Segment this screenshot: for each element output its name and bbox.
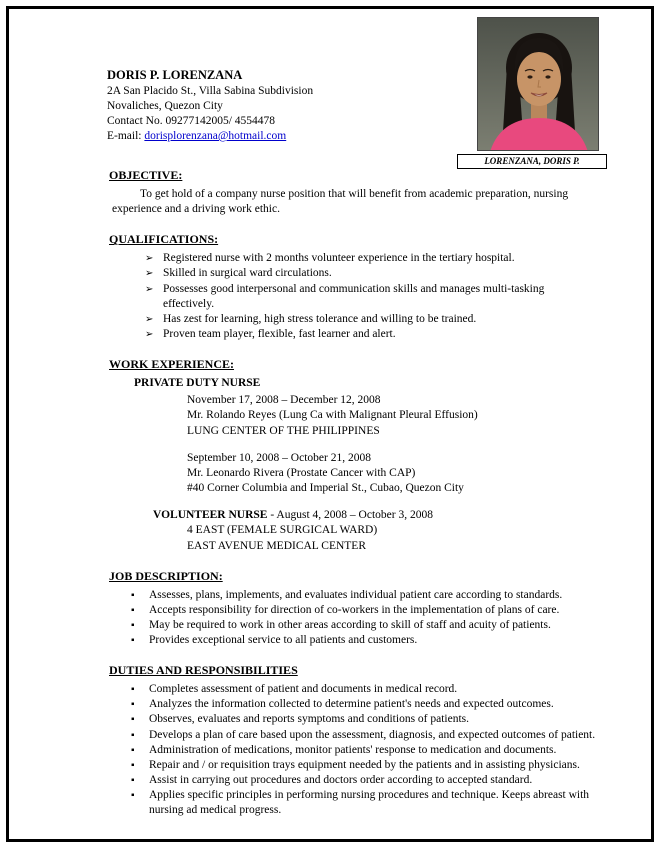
duty-text: Analyzes the information collected to determine patient's needs and expected outcomes. bbox=[149, 698, 554, 711]
portrait-photo-graphic bbox=[478, 18, 599, 151]
job-detail: Mr. Rolando Reyes (Lung Ca with Malignant Pleural Effusion) bbox=[187, 409, 478, 422]
arrow-bullet-icon: ➢ bbox=[145, 313, 154, 325]
list-item bbox=[131, 588, 603, 603]
job-period: September 10, 2008 – October 21, 2008 bbox=[187, 451, 371, 464]
arrow-bullet-icon: ➢ bbox=[145, 253, 154, 265]
square-bullet-icon: ▪ bbox=[131, 589, 135, 601]
volunteer-place: EAST AVENUE MEDICAL CENTER bbox=[187, 539, 366, 552]
duty-text: Observes, evaluates and reports symptoms and conditions of patients. bbox=[149, 713, 470, 726]
job-description-text: Provides exceptional service to all patients and customers. bbox=[149, 634, 418, 647]
objective-text: To get hold of a company nurse position that will benefit from academic preparation, nursing experience and a driving work ethic. bbox=[112, 188, 569, 216]
address-line-1: 2A San Placido St., Villa Sabina Subdivision bbox=[107, 84, 314, 97]
volunteer-title: VOLUNTEER NURSE bbox=[153, 509, 268, 522]
square-bullet-icon: ▪ bbox=[131, 684, 135, 696]
list-item bbox=[131, 618, 603, 633]
job-title-volunteer-nurse bbox=[153, 508, 609, 523]
page-border-frame bbox=[6, 6, 654, 842]
job-entry bbox=[187, 393, 609, 439]
duty-text: Applies specific principles in performing nursing procedures and technique. Keeps abreast with nursing ad medical progress. bbox=[149, 789, 590, 817]
square-bullet-icon: ▪ bbox=[131, 775, 135, 787]
qualification-text: Skilled in surgical ward circulations. bbox=[163, 267, 332, 280]
duties-list bbox=[131, 682, 609, 819]
work-experience-title: WORK EXPERIENCE: bbox=[109, 357, 235, 372]
square-bullet-icon: ▪ bbox=[131, 699, 135, 711]
qualifications-title: QUALIFICATIONS: bbox=[109, 232, 219, 247]
qualifications-list bbox=[145, 251, 609, 342]
photo-caption: LORENZANA, DORIS P. bbox=[457, 154, 607, 169]
arrow-bullet-icon: ➢ bbox=[145, 283, 154, 295]
portrait-photo bbox=[477, 17, 599, 151]
list-item bbox=[131, 697, 603, 712]
square-bullet-icon: ▪ bbox=[131, 619, 135, 631]
qualification-text: Registered nurse with 2 months volunteer experience in the tertiary hospital. bbox=[163, 252, 515, 265]
list-item bbox=[131, 712, 603, 727]
duty-text: Repair and / or requisition trays equipment needed by the patients and in assisting physicians. bbox=[149, 758, 580, 771]
job-place: #40 Corner Columbia and Imperial St., Cubao, Quezon City bbox=[187, 482, 464, 495]
duty-text: Assist in carrying out procedures and doctors order according to accepted standard. bbox=[149, 774, 533, 787]
list-item bbox=[131, 603, 603, 618]
job-description-title: JOB DESCRIPTION: bbox=[109, 568, 223, 583]
job-description-text: Accepts responsibility for direction of co-workers in the implementation of plans of care. bbox=[149, 603, 560, 616]
contact-number: Contact No. 09277142005/ 4554478 bbox=[107, 114, 276, 127]
square-bullet-icon: ▪ bbox=[131, 635, 135, 647]
duties-section bbox=[99, 663, 609, 818]
square-bullet-icon: ▪ bbox=[131, 759, 135, 771]
list-item bbox=[145, 251, 579, 266]
job-place: LUNG CENTER OF THE PHILIPPINES bbox=[187, 424, 380, 437]
email-link[interactable]: dorisplorenzana@hotmail.com bbox=[144, 130, 287, 143]
job-description-text: May be required to work in other areas according to skill of staff and acuity of patients. bbox=[149, 618, 551, 631]
list-item bbox=[131, 633, 603, 648]
address-line-2: Novaliches, Quezon City bbox=[107, 99, 223, 112]
list-item bbox=[145, 327, 579, 342]
job-period: November 17, 2008 – December 12, 2008 bbox=[187, 394, 381, 407]
objective-section bbox=[99, 168, 609, 217]
duty-text: Develops a plan of care based upon the assessment, diagnosis, and expected outcomes of patient. bbox=[149, 728, 596, 741]
duty-text: Completes assessment of patient and documents in medical record. bbox=[149, 683, 458, 696]
job-description-list bbox=[131, 588, 609, 649]
duties-title: DUTIES AND RESPONSIBILITIES bbox=[109, 663, 298, 678]
square-bullet-icon: ▪ bbox=[131, 790, 135, 802]
email-label: E-mail: bbox=[107, 130, 145, 143]
job-description-text: Assesses, plans, implements, and evaluates individual patient care according to standards. bbox=[149, 588, 563, 601]
qualification-text: Proven team player, flexible, fast learner and alert. bbox=[163, 328, 396, 341]
list-item bbox=[145, 312, 579, 327]
job-detail: Mr. Leonardo Rivera (Prostate Cancer with CAP) bbox=[187, 466, 416, 479]
list-item bbox=[131, 728, 603, 743]
objective-title: OBJECTIVE: bbox=[109, 168, 183, 183]
list-item bbox=[131, 758, 603, 773]
qualifications-section bbox=[99, 232, 609, 342]
list-item bbox=[145, 266, 579, 281]
square-bullet-icon: ▪ bbox=[131, 604, 135, 616]
volunteer-ward: 4 EAST (FEMALE SURGICAL WARD) bbox=[187, 524, 378, 537]
photo-block bbox=[477, 17, 599, 169]
list-item bbox=[131, 788, 603, 818]
volunteer-dates: - August 4, 2008 – October 3, 2008 bbox=[267, 509, 433, 522]
list-item bbox=[131, 743, 603, 758]
job-description-section bbox=[99, 569, 609, 649]
arrow-bullet-icon: ➢ bbox=[145, 268, 154, 280]
work-experience-section bbox=[99, 357, 609, 554]
square-bullet-icon: ▪ bbox=[131, 744, 135, 756]
duty-text: Administration of medications, monitor patients' response to medication and documents. bbox=[149, 743, 557, 756]
arrow-bullet-icon: ➢ bbox=[145, 329, 154, 341]
person-name: DORIS P. LORENZANA bbox=[107, 68, 243, 82]
list-item bbox=[131, 682, 603, 697]
job-title-private-duty-nurse: PRIVATE DUTY NURSE bbox=[134, 377, 261, 390]
job-entry bbox=[187, 451, 609, 497]
list-item bbox=[131, 773, 603, 788]
square-bullet-icon: ▪ bbox=[131, 729, 135, 741]
qualification-text: Has zest for learning, high stress tolerance and willing to be trained. bbox=[163, 312, 477, 325]
list-item bbox=[145, 282, 579, 312]
qualification-text: Possesses good interpersonal and communication skills and manages multi-tasking effectively. bbox=[163, 282, 545, 310]
square-bullet-icon: ▪ bbox=[131, 714, 135, 726]
